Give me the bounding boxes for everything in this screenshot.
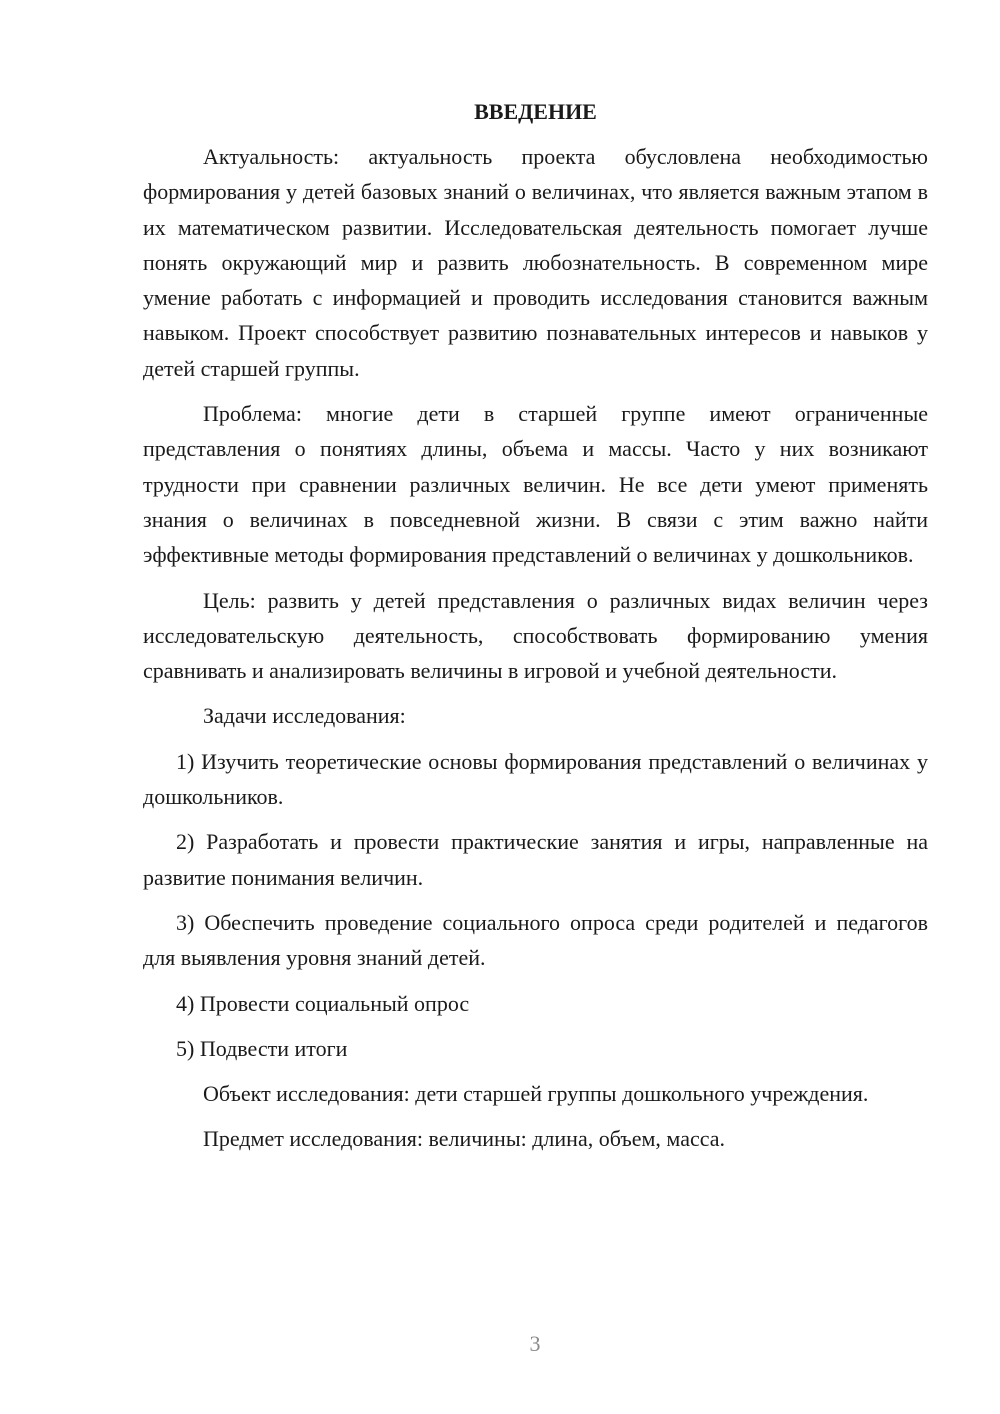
list-item: 2) Разработать и провести практические занятия и игры, направленные на развитие понимания величин. <box>143 829 928 890</box>
paragraph-problem: Проблема: многие дети в старшей группе имеют ограниченные представления о понятиях длины, объема и массы. Часто у них возникают трудности при сравнении различных величин. Не все дети умеют применять знания о величинах в повседневной жизни. В связи с этим важно найти эффективные методы формирования представлений о величинах у дошкольников. <box>143 401 928 568</box>
list-item: 1) Изучить теоретические основы формирования представлений о величинах у дошкольников. <box>143 748 928 810</box>
document-body <box>143 94 928 1167</box>
paragraph-goal: Цель: развить у детей представления о различных видах величин через исследовательскую деятельность, способствовать формированию умения сравнивать и анализировать величины в игровой и учебной деятельности. <box>143 587 928 684</box>
tasks-list <box>143 744 928 1066</box>
paragraph-tasks-title: Задачи исследования: <box>203 703 406 729</box>
list-item: 3) Обеспечить проведение социального опроса среди родителей и педагогов для выявления уровня знаний детей. <box>143 909 928 971</box>
paragraph-subject: Предмет исследования: величины: длина, объем, масса. <box>203 1126 726 1152</box>
paragraph-relevance: Актуальность: актуальность проекта обусловлена необходимостью формирования у детей базовых знаний о величинах, что является важным этапом в их математическом развитии. Исследовательская деятельность помогает лучше понять окружающий мир и развить любознательность. В современном мире умение работать с информацией и проводить исследования становится важным навыком. Проект способствует развитию познавательных интересов и навыков у детей старшей группы. <box>143 144 928 381</box>
page-number: 3 <box>529 1331 541 1356</box>
list-item: 4) Провести социальный опрос <box>176 990 470 1016</box>
paragraph-object: Объект исследования: дети старшей группы дошкольного учреждения. <box>203 1081 869 1107</box>
section-heading: ВВЕДЕНИЕ <box>474 99 597 124</box>
list-item: 5) Подвести итоги <box>176 1035 348 1061</box>
